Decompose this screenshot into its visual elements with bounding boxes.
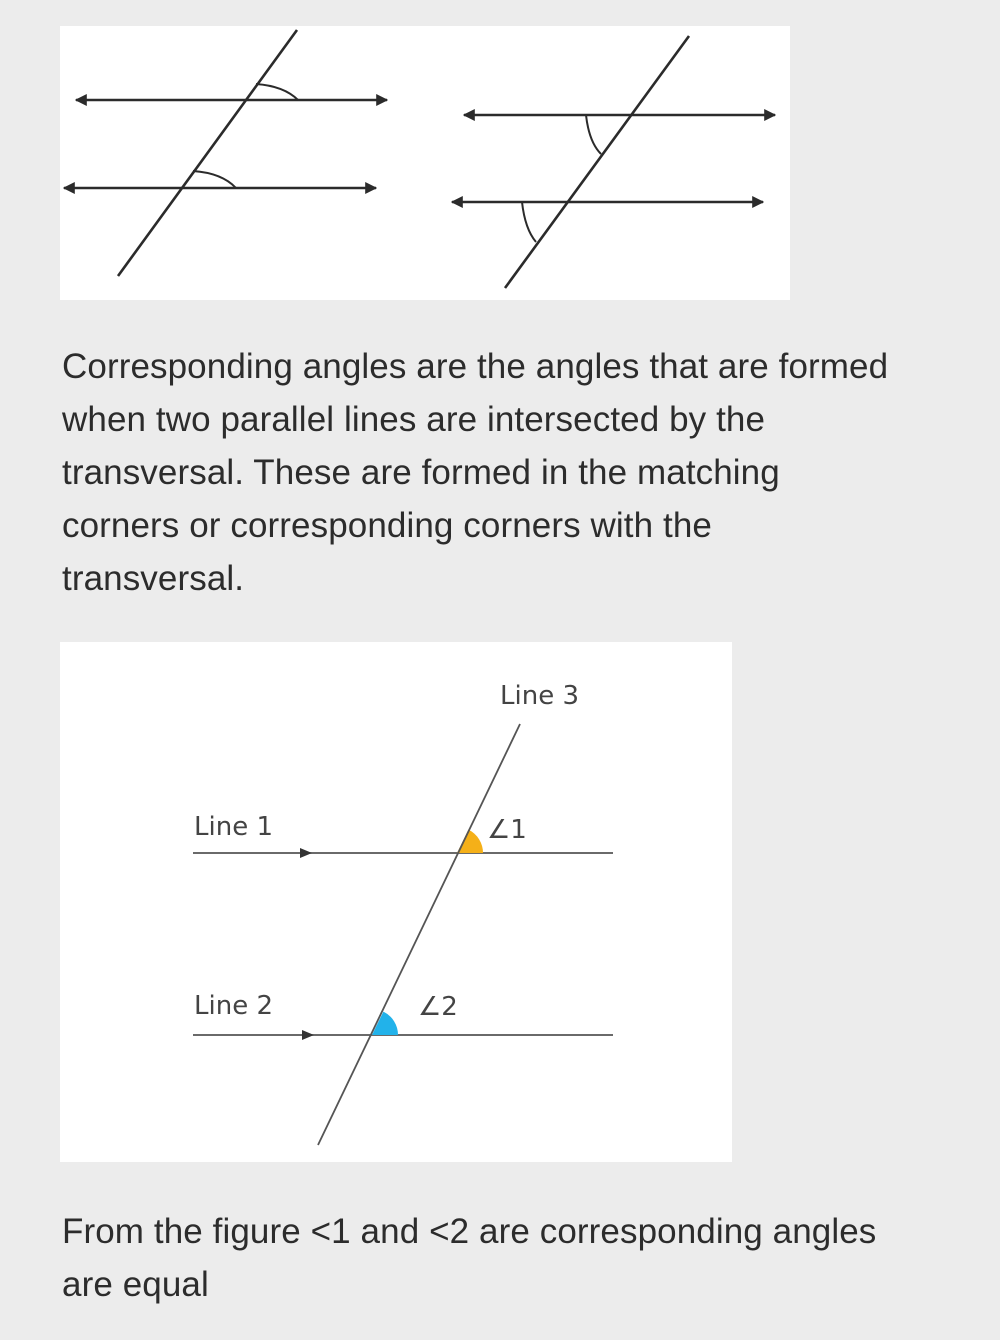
left-angle-arc-top [256,84,298,100]
corresponding-angles-diagram-2 [60,642,732,1162]
angle-1-label: ∠1 [487,815,527,845]
line-2-arrow [302,1030,314,1040]
line-1-arrow [300,848,312,858]
conclusion-paragraph [62,1205,982,1311]
angle-2-label: ∠2 [418,992,458,1022]
paragraph-line: Corresponding angles are the angles that are formed [62,347,889,386]
paragraph-line: corners or corresponding corners with the [62,506,712,545]
right-angle-arc-bottom [522,202,536,242]
right-diagram [452,36,775,288]
paragraph-line: transversal. [62,559,245,598]
angle-1-sector [457,830,483,853]
left-transversal [118,30,297,276]
paragraph-line: transversal. These are formed in the matching [62,453,780,492]
line-3 [318,724,520,1145]
paragraph-line: From the figure <1 and <2 are corresponding angles [62,1212,877,1251]
right-angle-arc-top [586,115,601,154]
right-transversal [505,36,689,288]
corresponding-angles-diagram-1 [60,26,790,300]
definition-paragraph [62,340,982,605]
line-3-label: Line 3 [500,681,579,711]
left-diagram [64,30,387,276]
left-angle-arc-bottom [193,171,236,188]
line-2-label: Line 2 [194,991,273,1021]
line-1-label: Line 1 [194,812,273,842]
paragraph-line: are equal [62,1265,209,1304]
paragraph-line: when two parallel lines are intersected by the [62,400,766,439]
